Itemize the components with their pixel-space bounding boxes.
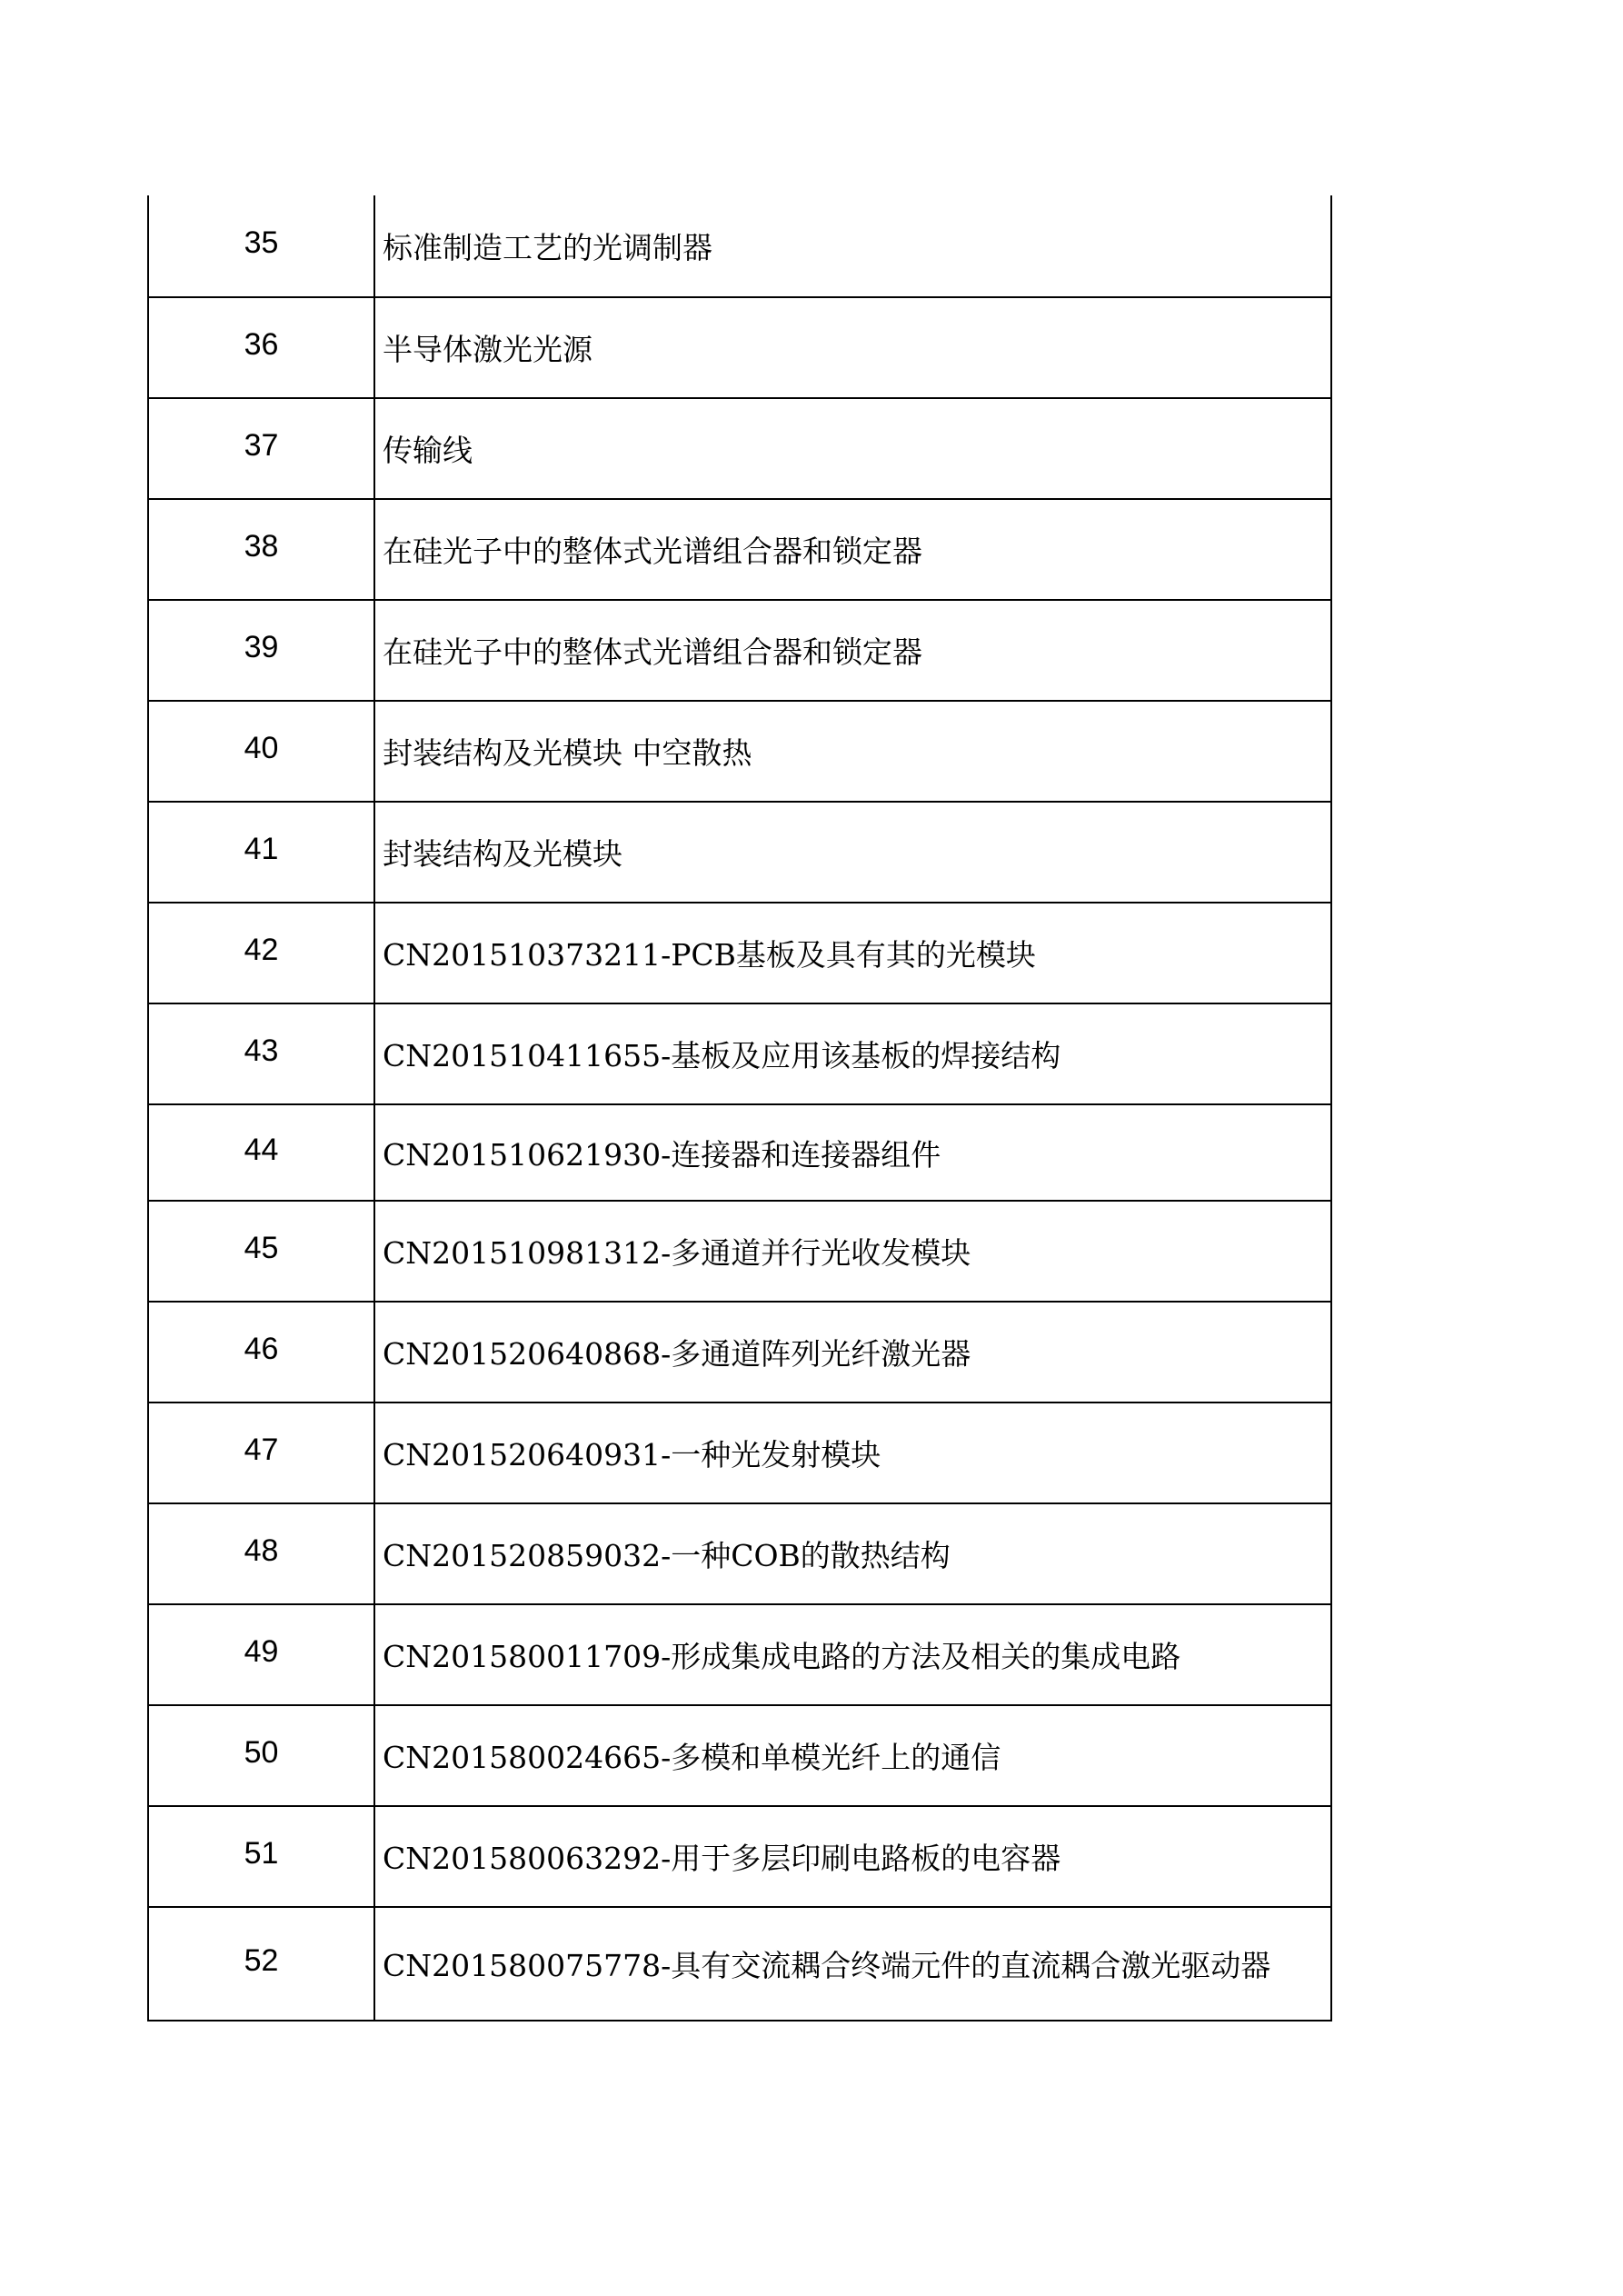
table-row — [149, 399, 1330, 500]
row-number: 47 — [149, 1403, 375, 1502]
table-row — [149, 903, 1330, 1004]
row-number: 40 — [149, 702, 375, 801]
row-number: 50 — [149, 1706, 375, 1805]
row-title: CN201580063292-用于多层印刷电路板的电容器 — [383, 1841, 1061, 1876]
row-title: CN201520640868-多通道阵列光纤激光器 — [383, 1336, 971, 1372]
row-number: 35 — [149, 195, 375, 296]
table-row — [149, 1004, 1330, 1105]
table-row — [149, 1303, 1330, 1403]
row-number: 43 — [149, 1004, 375, 1103]
row-title: 标准制造工艺的光调制器 — [383, 230, 712, 265]
row-number: 48 — [149, 1504, 375, 1603]
table-row — [149, 1504, 1330, 1605]
row-title: 在硅光子中的整体式光谱组合器和锁定器 — [383, 634, 922, 670]
table-row — [149, 803, 1330, 903]
row-number: 52 — [149, 1908, 375, 2020]
row-number: 38 — [149, 500, 375, 599]
table-row — [149, 1403, 1330, 1504]
table-row — [149, 1908, 1330, 2020]
table-row — [149, 298, 1330, 399]
row-title: CN201510981312-多通道并行光收发模块 — [383, 1235, 971, 1271]
table-row — [149, 1605, 1330, 1706]
row-number: 44 — [149, 1105, 375, 1200]
row-number: 39 — [149, 601, 375, 700]
row-title: CN201510373211-PCB基板及具有其的光模块 — [383, 937, 1036, 973]
patent-table — [147, 195, 1332, 2021]
row-title: CN201520859032-一种COB的散热结构 — [383, 1538, 951, 1573]
row-title: CN201580075778-具有交流耦合终端元件的直流耦合激光驱动器 — [383, 1948, 1271, 1983]
row-title: CN201580011709-形成集成电路的方法及相关的集成电路 — [383, 1639, 1181, 1674]
table-row — [149, 601, 1330, 702]
row-title: 半导体激光光源 — [383, 332, 592, 367]
row-number: 51 — [149, 1807, 375, 1906]
row-number: 45 — [149, 1202, 375, 1301]
row-number: 41 — [149, 803, 375, 902]
row-number: 37 — [149, 399, 375, 498]
table-row — [149, 702, 1330, 803]
row-number: 49 — [149, 1605, 375, 1704]
row-number: 46 — [149, 1303, 375, 1402]
table-row — [149, 1202, 1330, 1303]
table-row — [149, 1706, 1330, 1807]
row-title: 传输线 — [383, 433, 473, 468]
row-number: 36 — [149, 298, 375, 397]
table-row — [149, 500, 1330, 601]
row-title: CN201510411655-基板及应用该基板的焊接结构 — [383, 1038, 1061, 1073]
table-row — [149, 1105, 1330, 1202]
row-number: 42 — [149, 903, 375, 1003]
row-title: 在硅光子中的整体式光谱组合器和锁定器 — [383, 534, 922, 569]
row-title: 封装结构及光模块 中空散热 — [383, 735, 752, 771]
row-title: CN201510621930-连接器和连接器组件 — [383, 1136, 941, 1173]
row-title: CN201580024665-多模和单模光纤上的通信 — [383, 1740, 1001, 1775]
row-title: 封装结构及光模块 — [383, 836, 622, 872]
table-row — [149, 195, 1330, 298]
row-title: CN201520640931-一种光发射模块 — [383, 1437, 881, 1472]
table-row — [149, 1807, 1330, 1908]
